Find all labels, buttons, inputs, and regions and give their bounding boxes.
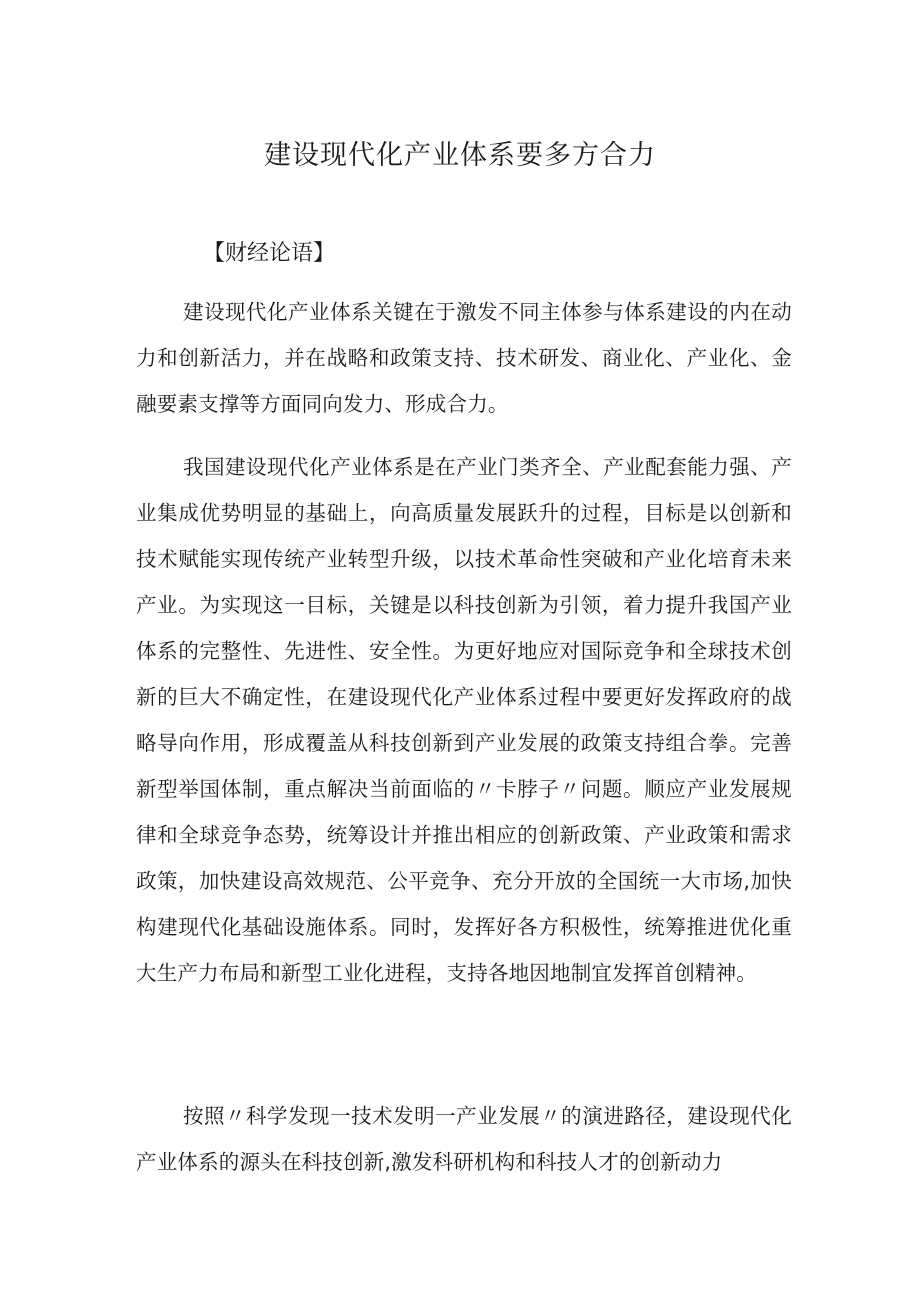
- paragraph-block-3: [136, 1093, 792, 1185]
- body-paragraph: 按照〃科学发现一技术发明一产业发展〃的演进路径，建设现代化产业体系的源头在科技创新,激发科研机构和科技人才的创新动力: [136, 1104, 792, 1174]
- body-paragraph: 建设现代化产业体系关键在于激发不同主体参与体系建设的内在动力和创新活力，并在战略和政策支持、技术研发、商业化、产业化、金融要素支撑等方面同向发力、形成合力。: [136, 300, 792, 416]
- column-label: 【财经论语】: [203, 241, 336, 266]
- document-title: 建设现代化产业体系要多方合力: [264, 140, 656, 171]
- body-paragraph: 我国建设现代化产业体系是在产业门类齐全、产业配套能力强、产业集成优势明显的基础上，向高质量发展跃升的过程，目标是以创新和技术赋能实现传统产业转型升级，以技术革命性突破和产业化培育未来产业。为实现这一目标，关键是以科技创新为引领，着力提升我国产业体系的完整性、先进性、安全性。为更好地应对国际竞争和全球技术创新的巨大不确定性，在建设现代化产业体系过程中要更好发挥政府的战略导向作用，形成覆盖从科技创新到产业发展的政策支持组合拳。完善新型举国体制，重点解决当前面临的〃卡脖子〃问题。顺应产业发展规律和全球竞争态势，统筹设计并推出相应的创新政策、产业政策和需求政策，加快建设高效规范、公平竞争、充分开放的全国统一大市场,加快构建现代化基础设施体系。同时，发挥好各方积极性，统筹推进优化重大生产力布局和新型工业化进程，支持各地因地制宜发挥首创精神。: [136, 455, 792, 985]
- paragraph-block-2: [136, 444, 792, 996]
- paragraph-block-1: [136, 289, 792, 427]
